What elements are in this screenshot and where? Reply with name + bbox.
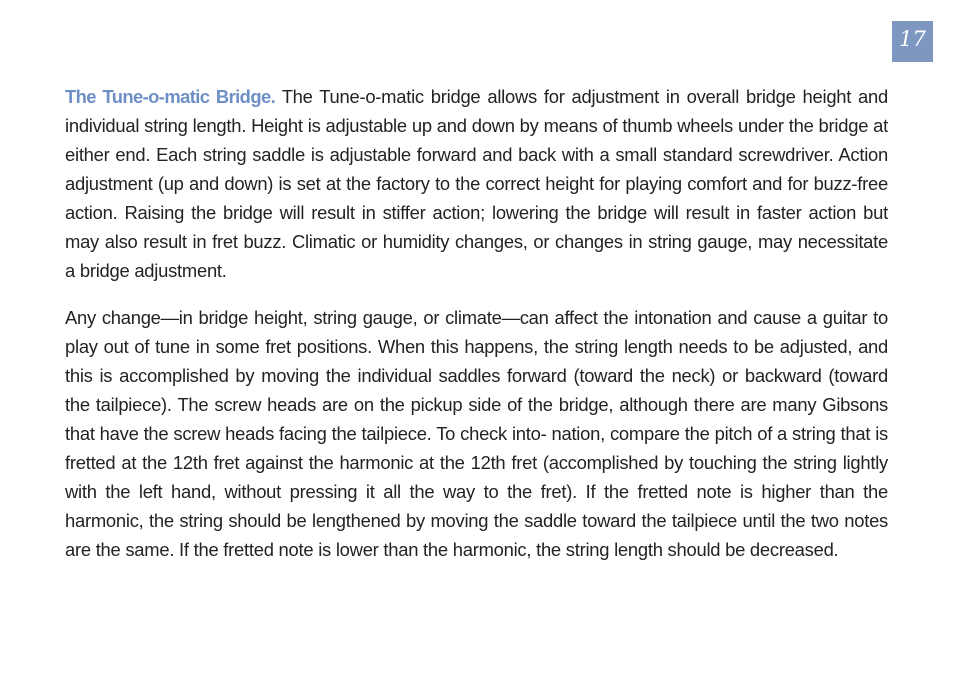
page-body: [65, 82, 888, 564]
paragraph-tune-o-matic: [65, 82, 888, 285]
section-heading: The Tune-o-matic Bridge.: [65, 86, 276, 107]
page-number-badge: 17: [892, 21, 933, 62]
paragraph-intonation: Any change—in bridge height, string gauge, or climate—can affect the intonation and cause a guitar to play out of tune in some fret positions. When this happens, the string length needs to be adjusted, and this is accomplished by moving the individual saddles forward (toward the neck) or backward (toward the tailpiece). The screw heads are on the pickup side of the bridge, although there are many Gibsons that have the screw heads facing the tailpiece. To check into- nation, compare the pitch of a string that is fretted at the 12th fret against the harmonic at the 12th fret (accomplished by touching the string lightly with the left hand, without pressing it all the way to the fret). If the fretted note is higher than the harmonic, the string should be lengthened by moving the saddle toward the tailpiece until the two notes are the same. If the fretted note is lower than the harmonic, the string length should be decreased.: [65, 307, 888, 560]
paragraph-1-text: The Tune-o-matic bridge allows for adjustment in overall bridge height and individual string length. Height is adjustable up and down by means of thumb wheels under the bridge at either end. Each string saddle is adjustable forward and back with a small standard screwdriver. Action adjustment (up and down) is set at the factory to the correct height for playing comfort and for buzz-free action. Raising the bridge will result in stiffer action; lowering the bridge will result in faster action but may also result in fret buzz. Climatic or humidity changes, or changes in string gauge, may necessitate a bridge adjustment.: [65, 86, 888, 281]
